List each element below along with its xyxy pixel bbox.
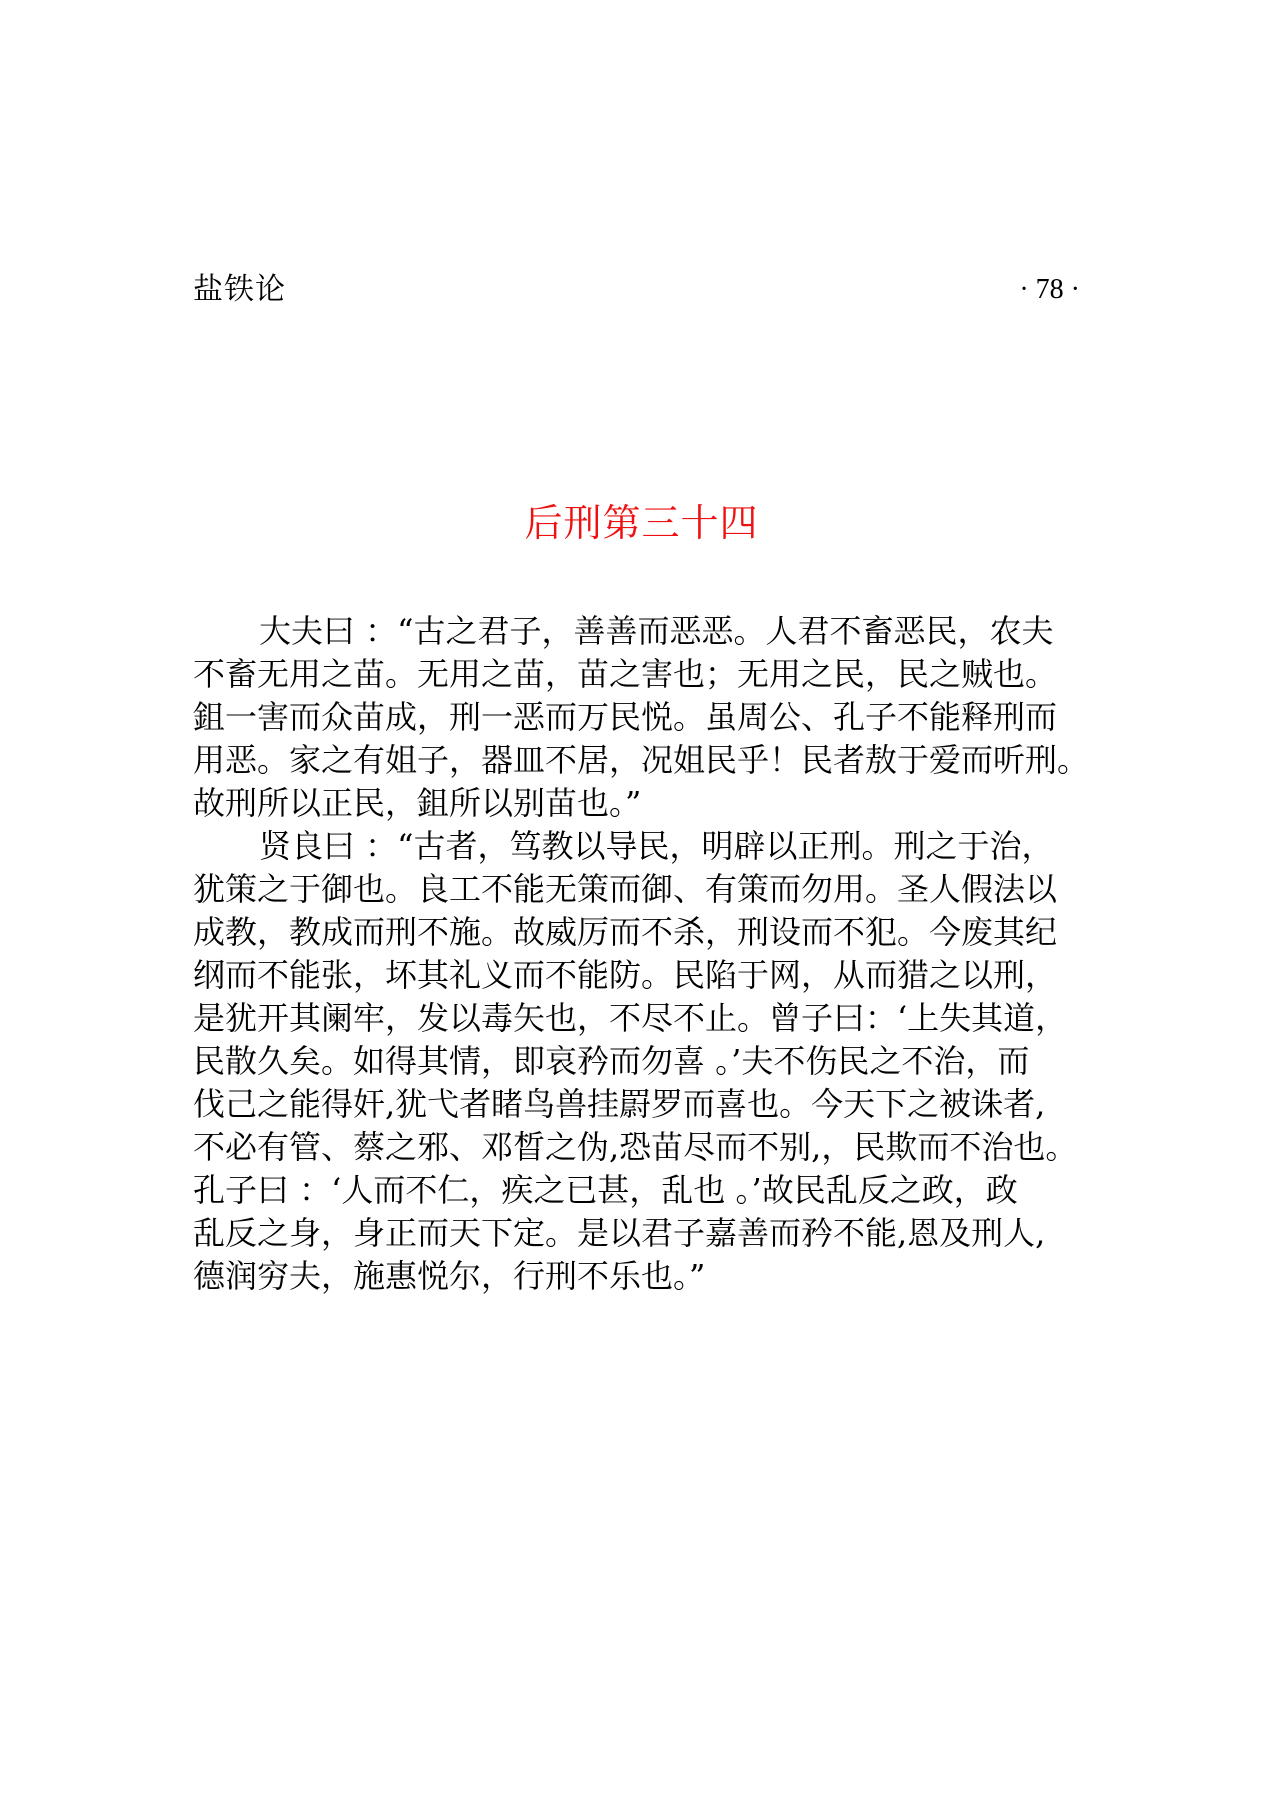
text-line: 鉏一害而众苗成，刑一恶而万民悦。虽周公、孔子不能释刑而 [193,698,1058,736]
text-line: 德润穷夫，施惠悦尔，行刑不乐也。” [193,1257,706,1295]
text-line: 大夫曰 ：“古之君子，善善而恶恶。人君不畜恶民，农夫 [259,612,1054,650]
text-line: 成教，教成而刑不施。故威厉而不杀，刑设而不犯。今废其纪 [193,913,1058,951]
text-line: 伐己之能得奸,犹弋者睹鸟兽挂罻罗而喜也。今天下之被诛者, [193,1085,1046,1123]
text-line: 用恶。家之有姐子，器皿不居，况姐民乎！民者敖于爱而听刑。 [193,741,1090,779]
text-line: 不必有管、蔡之邪、邓晳之伪,恐苗尽而不别,，民欺而不治也。 [193,1128,1078,1166]
body-text [193,610,1113,1298]
text-line: 不畜无用之苗。无用之苗，苗之害也；无用之民，民之贼也。 [193,655,1058,693]
text-line: 犹策之于御也。良工不能无策而御、有策而勿用。圣人假法以 [193,870,1058,908]
chapter-title: 后刑第三十四 [524,501,759,545]
text-line: 贤良曰 ：“古者，笃教以导民，明辟以正刑。刑之于治， [259,827,1054,865]
text-line: 民散久矣。如得其情，即哀矜而勿喜 。’夫不伤民之不治，而 [193,1042,1030,1080]
text-line: 故刑所以正民，鉏所以别苗也。” [193,784,642,822]
text-line: 孔子曰 ：‘人而不仁，疾之已甚，乱也 。’故民乱反之政，政 [193,1171,1018,1209]
text-line: 乱反之身，身正而天下定。是以君子嘉善而矜不能,恩及刑人, [193,1214,1046,1252]
running-header-title: 盐铁论 [193,272,286,307]
page-number: · 78 · [1019,274,1080,305]
text-line: 是犹开其阑牢，发以毒矢也，不尽不止。曾子曰：‘上失其道， [193,999,1068,1037]
text-line: 纲而不能张，坏其礼义而不能防。民陷于网，从而猎之以刑， [193,956,1058,994]
